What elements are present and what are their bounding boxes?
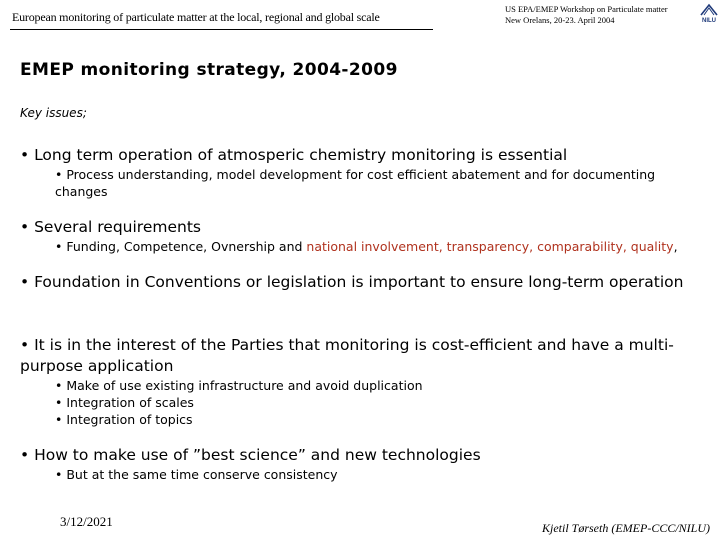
workshop-name: US EPA/EMEP Workshop on Particulate matter	[505, 4, 668, 14]
sub-bullet	[55, 238, 710, 255]
bullet-text: • Several requirements	[20, 218, 201, 236]
sub-bullet-suffix: ,	[673, 239, 678, 254]
footer-date: 3/12/2021	[60, 514, 113, 529]
header-divider	[10, 29, 433, 30]
bullet-parties-interest	[20, 335, 710, 428]
sub-bullet: • But at the same time conserve consistency	[55, 467, 338, 482]
sub-bullet: • Process understanding, model development for cost efficient abatement and for documenting changes	[55, 167, 656, 199]
bullet-long-term-operation	[20, 145, 710, 200]
sub-bullet: • Make of use existing infrastructure and avoid duplication	[55, 378, 423, 393]
bullet-best-science	[20, 445, 710, 483]
key-issues-label: Key issues;	[20, 106, 87, 120]
footer-author: Kjetil Tørseth (EMEP-CCC/NILU)	[542, 521, 710, 535]
nilu-logo	[700, 3, 718, 23]
sub-bullet: • Integration of scales	[55, 395, 194, 410]
bullet-foundation	[20, 272, 710, 293]
sub-bullet: • Integration of topics	[55, 412, 193, 427]
bullet-text: • How to make use of ”best science” and new technologies	[20, 446, 481, 464]
logo-text: NILU	[702, 18, 716, 23]
workshop-place-date: New Orelans, 20-23. April 2004	[505, 15, 615, 25]
workshop-info	[505, 4, 668, 26]
bullet-several-requirements	[20, 217, 710, 255]
bullet-text: • Foundation in Conventions or legislation is important to ensure long-term operation	[20, 273, 684, 291]
bullet-text: • It is in the interest of the Parties that monitoring is cost-efficient and have a multi-purpose application	[20, 336, 674, 375]
sub-bullet-prefix: • Funding, Competence, Ovnership and	[55, 239, 307, 254]
slide-title: EMEP monitoring strategy, 2004-2009	[20, 60, 398, 80]
sub-bullet-highlight: national involvement, transparency, comparability, quality	[306, 239, 674, 254]
header-title: European monitoring of particulate matter at the local, regional and global scale	[12, 10, 380, 24]
bullet-text: • Long term operation of atmosperic chemistry monitoring is essential	[20, 146, 568, 164]
